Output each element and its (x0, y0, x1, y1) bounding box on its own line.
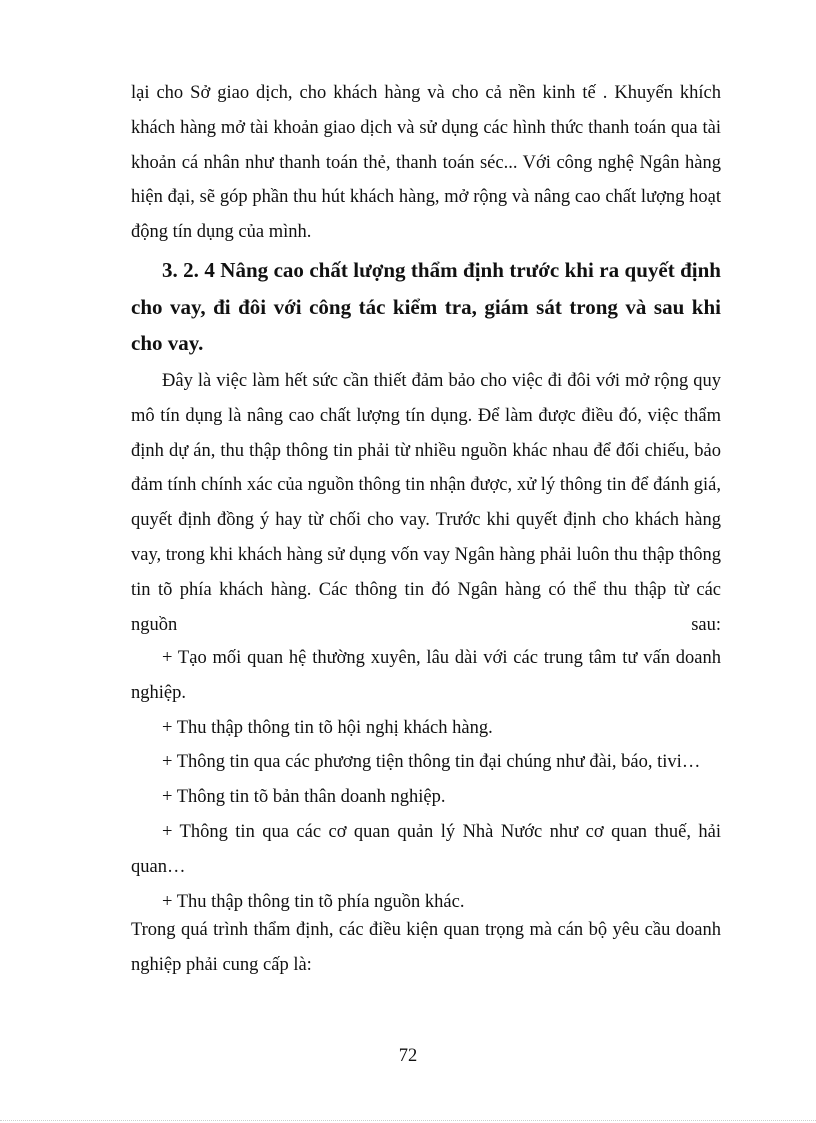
list-item: + Thông tin qua các cơ quan quản lý Nhà Nước như cơ quan thuế, hải quan… (131, 821, 721, 877)
paragraph-top: lại cho Sở giao dịch, cho khách hàng và cho cả nền kinh tế . Khuyến khích khách hàng mở tài khoản giao dịch và sử dụng các hình thức thanh toán qua tài khoản cá nhân như thanh toán thẻ, thanh toán séc... Với công nghệ Ngân hàng hiện đại, sẽ góp phần thu hút khách hàng, mở rộng và nâng cao chất lượng hoạt động tín dụng của mình. (131, 83, 721, 243)
paragraph-top-block (131, 76, 721, 250)
list-item: + Thông tin tõ bản thân doanh nghiệp. (162, 787, 446, 808)
page-number: 72 (398, 1046, 418, 1066)
list-item: + Thông tin qua các phương tiện thông tin đại chúng như đài, báo, tivi… (162, 752, 701, 773)
paragraph-main: Đây là việc làm hết sức cần thiết đảm bảo cho việc đi đôi với mở rộng quy mô tín dụng là nâng cao chất lượng tín dụng. Để làm được điều đó, việc thẩm định dự án, thu thập thông tin phải từ nhiều nguồn khác nhau để đối chiếu, bảo đảm tính chính xác của nguồn thông tin nhận được, xử lý thông tin để đánh giá, quyết định đồng ý hay từ chối cho vay. Trước khi quyết định cho khách hàng vay, trong khi khách hàng sử dụng vốn vay Ngân hàng phải luôn thu thập thông tin tõ phía khách hàng. Các thông tin đó Ngân hàng có thể thu thập từ các nguồn sau: (131, 371, 721, 635)
list-item: + Thu thập thông tin tõ phía nguồn khác. (162, 891, 465, 912)
source-list (131, 641, 721, 919)
paragraph-bottom-block (131, 913, 721, 983)
paragraph-bottom: Trong quá trình thẩm định, các điều kiện quan trọng mà cán bộ yêu cầu doanh nghiệp phải cung cấp là: (131, 920, 721, 975)
list-item: + Tạo mối quan hệ thường xuyên, lâu dài với các trung tâm tư vấn doanh nghiệp. (131, 648, 721, 703)
paragraph-main-block (131, 364, 721, 642)
page-bottom-divider (0, 1120, 816, 1122)
section-heading: 3. 2. 4 Nâng cao chất lượng thẩm định trước khi ra quyết định cho vay, đi đôi với công tác kiểm tra, giám sát trong và sau khi cho vay. (131, 258, 721, 355)
list-item: + Thu thập thông tin tõ hội nghị khách hàng. (162, 717, 493, 738)
